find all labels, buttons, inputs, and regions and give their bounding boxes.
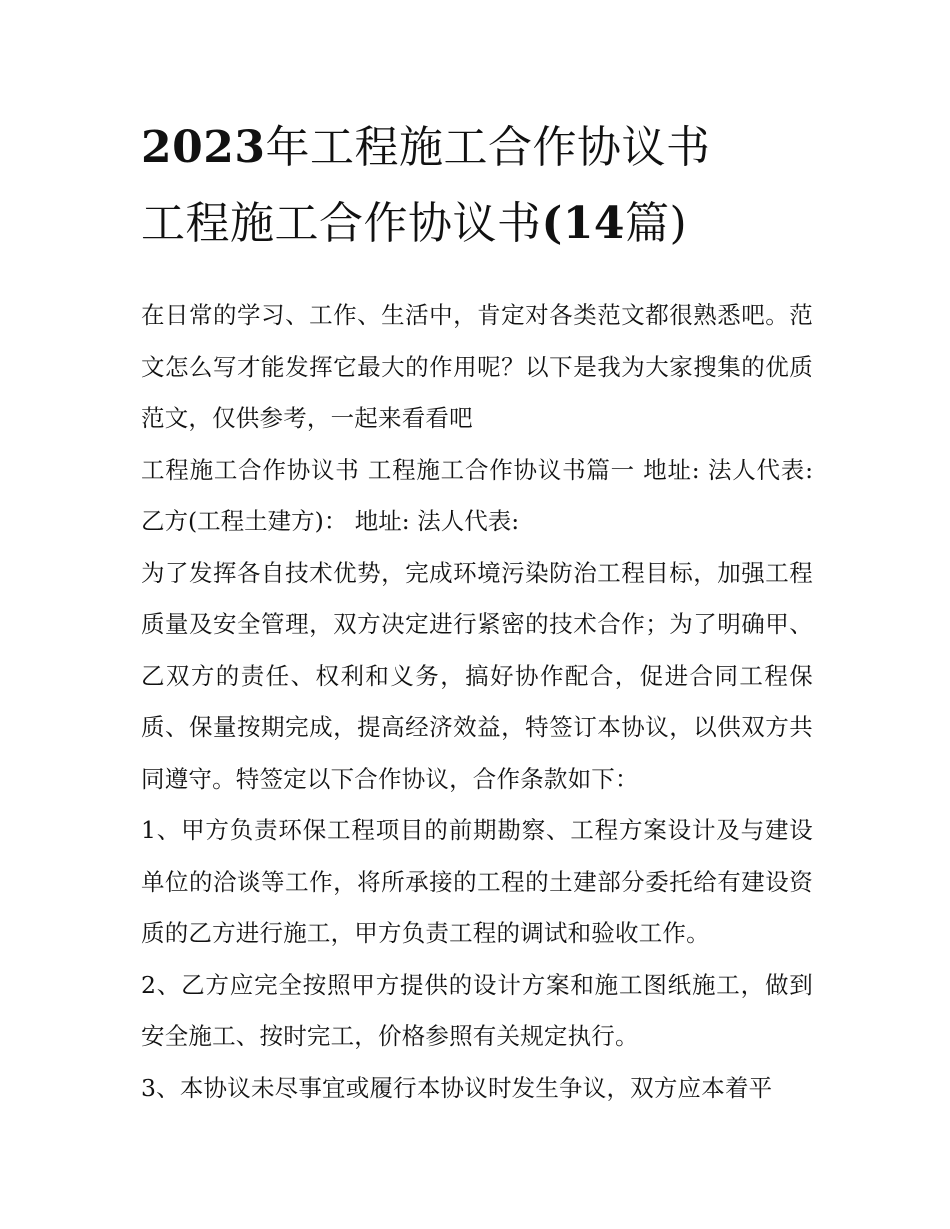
parties-paragraph: 工程施工合作协议书 工程施工合作协议书篇一 地址: 法人代表: 乙方(工程土建方)： 地址: 法人代表: [141, 455, 813, 535]
title-line-1-text: 年工程施工合作协议书 [265, 122, 711, 173]
title-count: (14 [541, 198, 626, 249]
document-page [141, 110, 813, 1114]
document-body [141, 290, 813, 1114]
title-line-1 [141, 110, 813, 186]
purpose-paragraph: 为了发挥各自技术优势，完成环境污染防治工程目标，加强工程质量及安全管理，双方决定进行紧密的技术合作；为了明确甲、乙双方的责任、权利和义务，搞好协作配合，促进合同工程保质、保量按期完成，提高经济效益，特签订本协议，以供双方共同遵守。特签定以下合作协议，合作条款如下： [141, 558, 813, 793]
title-line-2-text: 工程施工合作协议书 [141, 198, 542, 249]
title-year: 2023 [141, 122, 266, 173]
clause-3-paragraph: 3、本协议未尽事宜或履行本协议时发生争议，双方应本着平 [141, 1073, 773, 1102]
clause-1-paragraph: 1、甲方负责环保工程项目的前期勘察、工程方案设计及与建设单位的洽谈等工作，将所承接的工程的土建部分委托给有建设资质的乙方进行施工，甲方负责工程的调试和验收工作。 [141, 816, 813, 947]
document-title [141, 110, 813, 262]
title-line-2 [141, 186, 813, 262]
clause-2-paragraph: 2、乙方应完全按照甲方提供的设计方案和施工图纸施工，做到安全施工、按时完工，价格参照有关规定执行。 [141, 970, 813, 1050]
title-count-unit: 篇) [625, 198, 688, 249]
intro-paragraph: 在日常的学习、工作、生活中，肯定对各类范文都很熟悉吧。范文怎么写才能发挥它最大的作用呢？以下是我为大家搜集的优质范文，仅供参考，一起来看看吧 [141, 301, 813, 432]
